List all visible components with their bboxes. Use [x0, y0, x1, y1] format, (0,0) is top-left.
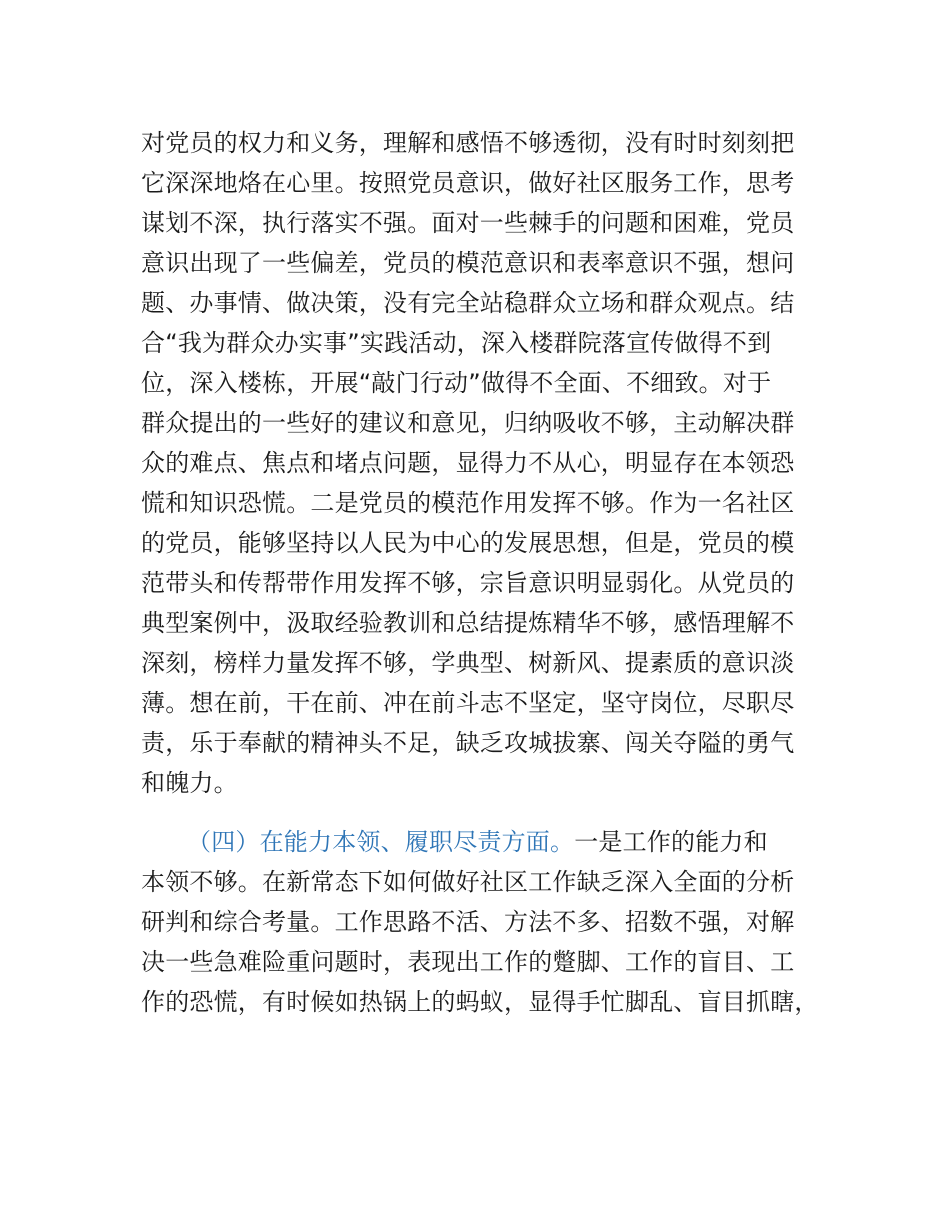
- text-line: 典型案例中，汲取经验教训和总结提炼精华不够，感悟理解不: [141, 609, 795, 637]
- text-line: 合“我为群众办实事”实践活动，深入楼群院落宣传做得不到: [141, 329, 772, 357]
- text-line: 对党员的权力和义务，理解和感悟不够透彻，没有时时刻刻把: [141, 129, 795, 157]
- text-line: 群众提出的一些好的建议和意见，归纳吸收不够，主动解决群: [141, 409, 795, 437]
- paragraph-gap: [141, 803, 831, 822]
- section-heading: （四）在能力本领、履职尽责方面。: [187, 828, 575, 856]
- text-line: 范带头和传帮带作用发挥不够，宗旨意识明显弱化。从党员的: [141, 569, 795, 597]
- document-body: [141, 123, 831, 1022]
- section-first-line-text: 一是工作的能力和: [574, 828, 768, 856]
- text-line: 它深深地烙在心里。按照党员意识，做好社区服务工作，思考: [141, 169, 795, 197]
- text-line: 位，深入楼栋，开展“敲门行动”做得不全面、不细致。对于: [141, 369, 772, 397]
- text-line: 责，乐于奉献的精神头不足，缺乏攻城拔寨、闯关夺隘的勇气: [141, 729, 795, 757]
- text-line: 慌和知识恐慌。二是党员的模范作用发挥不够。作为一名社区: [141, 489, 795, 517]
- text-line: 研判和综合考量。工作思路不活、方法不多、招数不强，对解: [141, 908, 795, 936]
- text-line: 作的恐慌，有时候如热锅上的蚂蚁，显得手忙脚乱、盲目抓瞎，: [141, 988, 819, 1016]
- section-first-line: [141, 822, 831, 862]
- text-line: 和魄力。: [141, 769, 238, 797]
- text-line: 谋划不深，执行落实不强。面对一些棘手的问题和困难，党员: [141, 209, 795, 237]
- text-line: 深刻，榜样力量发挥不够，学典型、树新风、提素质的意识淡: [141, 649, 795, 677]
- text-line: 决一些急难险重问题时，表现出工作的蹩脚、工作的盲目、工: [141, 948, 795, 976]
- text-line: 薄。想在前，干在前、冲在前斗志不坚定，坚守岗位，尽职尽: [141, 689, 795, 717]
- text-line: 本领不够。在新常态下如何做好社区工作缺乏深入全面的分析: [141, 868, 795, 896]
- text-line: 意识出现了一些偏差，党员的模范意识和表率意识不强，想问: [141, 249, 795, 277]
- text-line: 众的难点、焦点和堵点问题，显得力不从心，明显存在本领恐: [141, 449, 795, 477]
- text-line: 的党员，能够坚持以人民为中心的发展思想，但是，党员的模: [141, 529, 795, 557]
- text-line: 题、办事情、做决策，没有完全站稳群众立场和群众观点。结: [141, 289, 795, 317]
